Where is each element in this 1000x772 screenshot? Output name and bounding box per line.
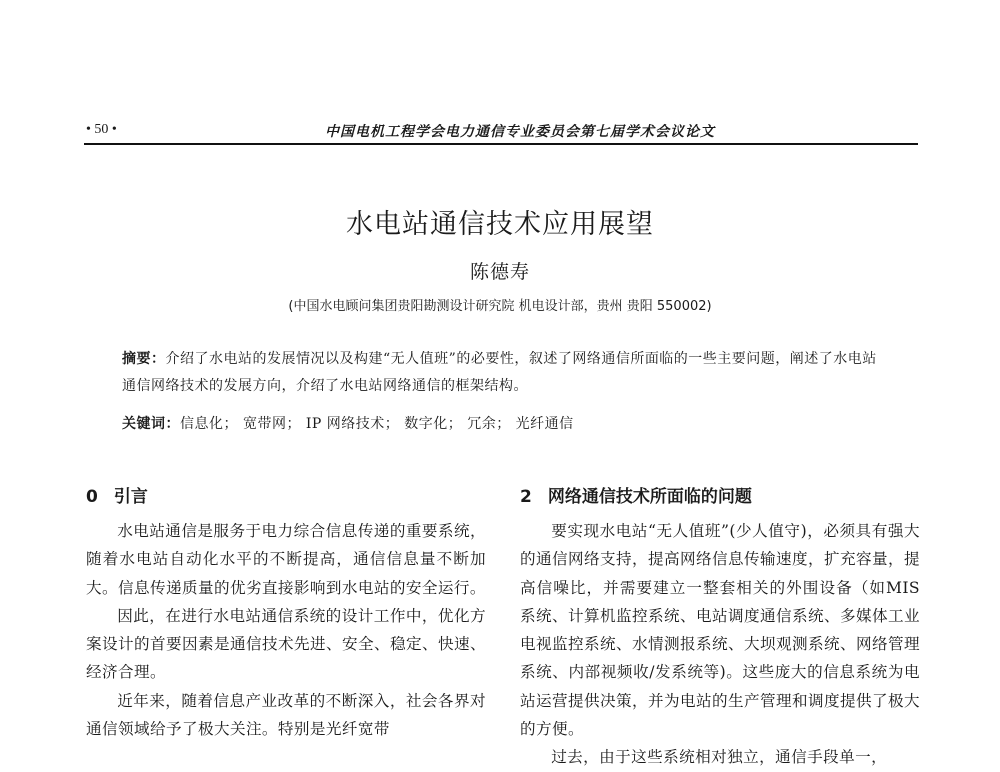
keywords-text: 信息化； 宽带网； IP 网络技术； 数字化； 冗余； 光纤通信: [180, 416, 574, 432]
section-title: 网络通信技术所面临的问题: [547, 487, 752, 507]
paragraph: 过去，由于这些系统相对独立，通信手段单一，: [551, 748, 888, 767]
section-number: 2: [520, 487, 532, 507]
abstract-label: 摘要：: [122, 351, 166, 367]
abstract-text: 介绍了水电站的发展情况以及构建“无人值班”的必要性，叙述了网络通信所面临的一些主要问题，阐述了水电站通信网络技术的发展方向，介绍了水电站网络通信的框架结构。: [122, 351, 877, 394]
section-heading-network-problems: [520, 482, 752, 507]
page-number: • 50 •: [86, 122, 117, 137]
keywords: [122, 414, 882, 434]
running-header: 中国电机工程学会电力通信专业委员会第七届学术会议论文: [325, 124, 715, 140]
paper-title: 水电站通信技术应用展望: [346, 209, 654, 241]
paragraph: 水电站通信是服务于电力综合信息传递的重要系统，随着水电站自动化水平的不断提高，通信信息量不断加大。信息传递质量的优劣直接影响到水电站的安全运行。: [86, 522, 486, 597]
right-column-body: [520, 517, 920, 772]
paragraph: 要实现水电站“无人值班”(少人值守)，必须具有强大的通信网络支持，提高网络信息传输速度，扩充容量，提高信噪比，并需要建立一整套相关的外围设备（如MIS系统、计算机监控系统、电站调度通信系统、多媒体工业电视监控系统、水情测报系统、大坝观测系统、网络管理系统、内部视频收/发系统等)。这些庞大的信息系统为电站运营提供决策，并为电站的生产管理和调度提供了极大的方便。: [520, 522, 920, 739]
section-title: 引言: [113, 487, 148, 507]
left-column-body: [86, 517, 486, 743]
section-heading-introduction: [86, 482, 148, 507]
paragraph: 近年来，随着信息产业改革的不断深入，社会各界对通信领域给予了极大关注。特别是光纤宽带: [86, 691, 486, 739]
keywords-label: 关键词：: [122, 416, 180, 432]
section-number: 0: [86, 487, 98, 507]
abstract: [122, 346, 882, 400]
header-rule: [84, 143, 918, 145]
paragraph: 因此，在进行水电站通信系统的设计工作中，优化方案设计的首要因素是通信技术先进、安全、稳定、快速、经济合理。: [86, 606, 486, 682]
affiliation: (中国水电顾问集团贵阳勘测设计研究院 机电设计部，贵州 贵阳 550002): [288, 299, 712, 314]
author: 陈德寿: [469, 261, 530, 283]
